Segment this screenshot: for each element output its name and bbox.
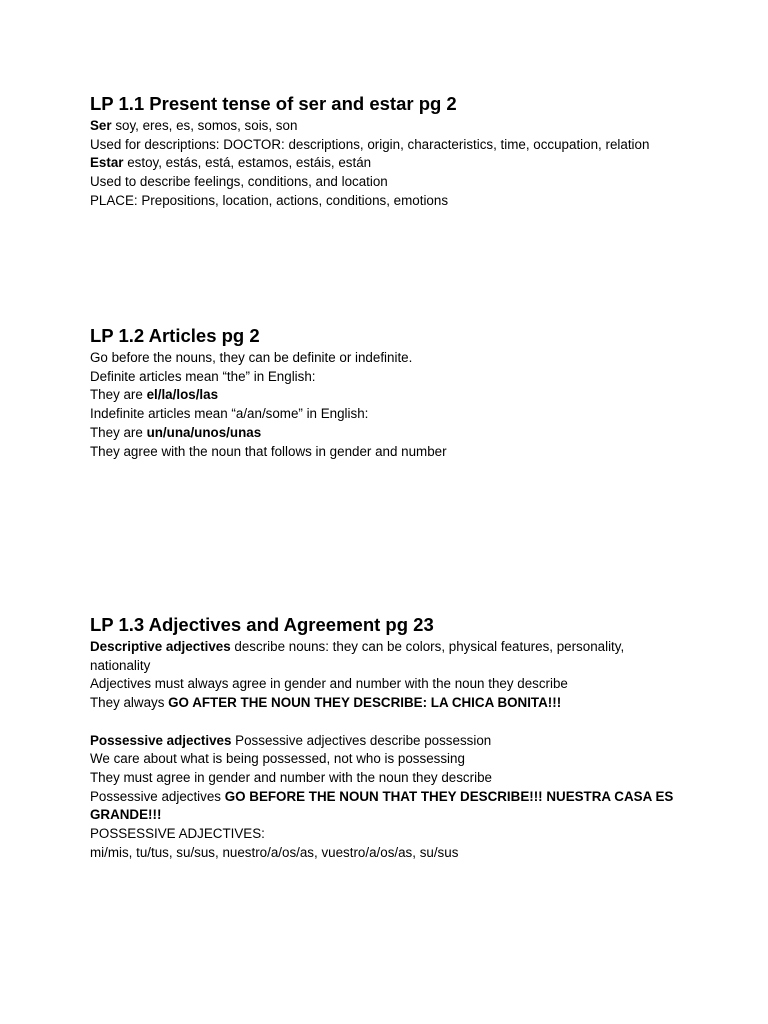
- line-text: soy, eres, es, somos, sois, son: [111, 118, 298, 133]
- section-heading: LP 1.1 Present tense of ser and estar pg 2: [90, 93, 457, 114]
- line-text: They are: [90, 387, 147, 403]
- line-text: Used for descriptions: DOCTOR: descriptions, origin, characteristics, time, occupation, relation: [90, 136, 650, 152]
- line-text: We care about what is being possessed, not who is possessing: [90, 751, 465, 767]
- line-text: describe nouns: they can be colors, physical features, personality, nationality: [90, 639, 625, 673]
- line-text: mi/mis, tu/tus, su/sus, nuestro/a/os/as, vuestro/a/os/as, su/sus: [90, 844, 459, 860]
- line-text: Possessive adjectives describe possession: [231, 732, 492, 748]
- line-text: Adjectives must always agree in gender and number with the noun they describe: [90, 676, 568, 692]
- line-text: They must agree in gender and number with the noun they describe: [90, 769, 492, 785]
- line-text: estoy, estás, está, estamos, estáis, están: [123, 155, 372, 171]
- line-text: They are: [90, 424, 147, 440]
- text-line: [90, 825, 680, 844]
- section-ser-estar: [90, 92, 680, 211]
- bold-term: GO BEFORE THE NOUN THAT THEY DESCRIBE!!! NUESTRA CASA ES GRANDE!!!: [90, 788, 674, 823]
- text-line: [90, 769, 680, 788]
- section-heading: LP 1.3 Adjectives and Agreement pg 23: [90, 614, 434, 635]
- text-line: [90, 844, 680, 863]
- text-line: [90, 154, 680, 173]
- line-text: Indefinite articles mean “a/an/some” in English:: [90, 406, 369, 422]
- text-line: [90, 424, 680, 443]
- text-line: [90, 405, 680, 424]
- line-text: POSSESSIVE ADJECTIVES:: [90, 826, 265, 842]
- text-line: [90, 443, 680, 462]
- text-line: [90, 638, 680, 675]
- section-heading: LP 1.2 Articles pg 2: [90, 325, 260, 346]
- text-line: [90, 386, 680, 405]
- line-text: PLACE: Prepositions, location, actions, conditions, emotions: [90, 192, 449, 208]
- text-line: [90, 349, 680, 368]
- text-line: [90, 675, 680, 694]
- bold-term: un/una/unos/unas: [146, 424, 262, 440]
- bold-term: Estar: [90, 155, 124, 171]
- blank-line: [90, 713, 680, 732]
- bold-term: Ser: [90, 118, 112, 133]
- section-adjectives: [90, 613, 680, 862]
- text-line: [90, 750, 680, 769]
- bold-term: Possessive adjectives: [90, 732, 232, 748]
- line-text: Go before the nouns, they can be definite or indefinite.: [90, 350, 413, 365]
- text-line: [90, 117, 680, 136]
- text-line: [90, 368, 680, 387]
- text-line: [90, 173, 680, 192]
- text-line: [90, 136, 680, 155]
- section-articles: [90, 324, 680, 461]
- line-text: Definite articles mean “the” in English:: [90, 368, 316, 384]
- bold-term: el/la/los/las: [146, 387, 219, 403]
- text-line: [90, 192, 680, 211]
- bold-term: GO AFTER THE NOUN THEY DESCRIBE: LA CHICA BONITA!!!: [168, 695, 562, 711]
- text-line: [90, 694, 680, 713]
- line-text: Possessive adjectives: [90, 788, 225, 804]
- line-text: Used to describe feelings, conditions, and location: [90, 174, 388, 190]
- bold-term: Descriptive adjectives: [90, 639, 231, 654]
- text-line: [90, 788, 680, 825]
- line-text: They agree with the noun that follows in gender and number: [90, 443, 447, 459]
- line-text: They always: [90, 695, 169, 711]
- text-line: [90, 732, 680, 751]
